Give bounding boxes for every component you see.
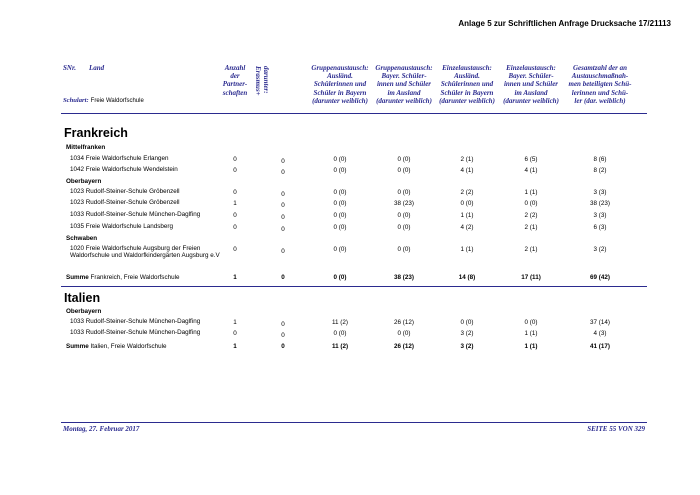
header-land: Land bbox=[89, 64, 105, 72]
cell-group-foreign: 11 (2) bbox=[332, 319, 348, 326]
sum-label-bold: Summe bbox=[66, 343, 89, 350]
school-name: 1042 Freie Waldorfschule Wendelstein bbox=[70, 166, 178, 173]
cell-group-foreign: 0 (0) bbox=[333, 156, 347, 163]
cell-total: 41 (17) bbox=[590, 343, 610, 350]
cell-group-bavarian: 38 (23) bbox=[394, 274, 414, 281]
cell-single-foreign: 14 (8) bbox=[458, 274, 476, 281]
cell-group-foreign: 0 (0) bbox=[333, 167, 347, 174]
header-group-foreign bbox=[306, 64, 374, 105]
cell-group-bavarian: 0 (0) bbox=[397, 330, 411, 337]
header-partner-line: Partner- bbox=[222, 80, 248, 89]
cell-total: 37 (14) bbox=[590, 319, 610, 326]
cell-total: 38 (23) bbox=[590, 200, 610, 207]
cell-partner: 0 bbox=[233, 224, 237, 231]
header-line: Ausländ. bbox=[327, 72, 353, 81]
header-line: (darunter weiblich) bbox=[312, 96, 368, 105]
school-name: 1034 Freie Waldorfschule Erlangen bbox=[70, 155, 169, 162]
cell-single-foreign: 4 (1) bbox=[460, 167, 474, 174]
header-line: Gesamtzahl der an bbox=[572, 64, 628, 72]
cell-single-foreign: 0 (0) bbox=[460, 319, 474, 326]
header-single-bavarian bbox=[497, 64, 565, 105]
cell-single-foreign: 3 (2) bbox=[460, 343, 474, 350]
cell-group-foreign: 0 (0) bbox=[333, 200, 347, 207]
cell-single-bavarian: 4 (1) bbox=[524, 167, 538, 174]
cell-single-bavarian: 1 (1) bbox=[524, 189, 538, 196]
schulart-value: Freie Waldorfschule bbox=[90, 98, 144, 104]
footer-page-number: SEITE 55 VON 329 bbox=[587, 425, 645, 433]
cell-erasmus: 0 bbox=[281, 343, 285, 350]
cell-group-foreign: 0 (0) bbox=[333, 274, 347, 281]
header-group-bavarian bbox=[370, 64, 438, 105]
header-line: Ausländ. bbox=[454, 72, 480, 81]
cell-partner: 1 bbox=[233, 200, 237, 207]
sum-label-bold: Summe bbox=[66, 274, 89, 281]
cell-erasmus: 0 bbox=[281, 321, 285, 328]
cell-single-bavarian: 0 (0) bbox=[524, 319, 538, 326]
school-name: 1023 Rudolf-Steiner-Schule Gröbenzell bbox=[70, 188, 180, 195]
footer-divider bbox=[61, 422, 647, 423]
cell-group-foreign: 0 (0) bbox=[333, 189, 347, 196]
cell-partner: 1 bbox=[233, 343, 237, 350]
cell-single-bavarian: 1 (1) bbox=[524, 343, 538, 350]
header-line: Gruppenaustausch: bbox=[375, 64, 433, 72]
region-heading: Schwaben bbox=[66, 235, 98, 242]
cell-single-bavarian: 0 (0) bbox=[524, 200, 538, 207]
cell-group-foreign: 0 (0) bbox=[333, 224, 347, 231]
header-line: im Ausland bbox=[514, 88, 548, 97]
header-line: Bayer. Schüler- bbox=[381, 72, 427, 81]
sum-label-text: Italien, Freie Waldorfschule bbox=[90, 343, 167, 350]
header-line: innen und Schüler bbox=[376, 80, 432, 89]
school-name: 1020 Freie Waldorfschule Augsburg der Freien Waldorfschule und Waldorfkindergärten Augsburg e.V bbox=[70, 245, 220, 260]
header-line: innen und Schüler bbox=[503, 80, 559, 89]
header-line: ler (dar. weiblich) bbox=[574, 96, 626, 105]
cell-group-foreign: 0 (0) bbox=[333, 330, 347, 337]
cell-total: 69 (42) bbox=[590, 274, 610, 281]
header-line: Einzelaustausch: bbox=[506, 64, 556, 72]
header-line: Einzelaustausch: bbox=[442, 64, 492, 72]
cell-partner: 0 bbox=[233, 212, 237, 219]
cell-group-bavarian: 0 (0) bbox=[397, 224, 411, 231]
cell-partner: 0 bbox=[233, 189, 237, 196]
cell-erasmus: 0 bbox=[281, 248, 285, 255]
cell-total: 3 (2) bbox=[593, 246, 607, 253]
cell-erasmus: 0 bbox=[281, 202, 285, 209]
country-heading: Italien bbox=[64, 291, 101, 305]
cell-single-foreign: 2 (2) bbox=[460, 189, 474, 196]
cell-total: 4 (3) bbox=[593, 330, 607, 337]
header-line: Schülerinnen und bbox=[313, 80, 367, 89]
header-line: Schüler in Bayern bbox=[440, 88, 494, 97]
header-line: Austauschmaßnah- bbox=[571, 72, 629, 81]
cell-partner: 1 bbox=[233, 274, 237, 281]
cell-single-bavarian: 1 (1) bbox=[524, 330, 538, 337]
cell-partner: 0 bbox=[233, 167, 237, 174]
cell-group-bavarian: 0 (0) bbox=[397, 246, 411, 253]
cell-group-bavarian: 38 (23) bbox=[394, 200, 414, 207]
cell-erasmus: 0 bbox=[281, 226, 285, 233]
header-line: Bayer. Schüler- bbox=[508, 72, 554, 81]
cell-partner: 0 bbox=[233, 156, 237, 163]
header-divider bbox=[61, 113, 647, 114]
cell-single-bavarian: 6 (5) bbox=[524, 156, 538, 163]
cell-group-foreign: 11 (2) bbox=[331, 343, 349, 350]
header-single-foreign bbox=[434, 64, 500, 105]
cell-single-bavarian: 2 (2) bbox=[524, 212, 538, 219]
cell-erasmus: 0 bbox=[281, 158, 285, 165]
country-heading: Frankreich bbox=[64, 126, 128, 140]
header-partner-line: der bbox=[230, 72, 240, 81]
header-line: (darunter weiblich) bbox=[503, 96, 559, 105]
cell-erasmus: 0 bbox=[281, 274, 285, 281]
header-schulart bbox=[63, 97, 144, 104]
cell-partner: 0 bbox=[233, 246, 237, 253]
cell-group-bavarian: 0 (0) bbox=[397, 212, 411, 219]
sum-label-text: Frankreich, Freie Waldorfschule bbox=[90, 274, 180, 281]
cell-erasmus: 0 bbox=[281, 191, 285, 198]
header-line: lerinnen und Schü- bbox=[571, 88, 629, 97]
header-partner-line: schaften bbox=[222, 88, 248, 97]
header-snr: SNr. bbox=[63, 64, 77, 72]
school-name: 1023 Rudolf-Steiner-Schule Gröbenzell bbox=[70, 199, 180, 206]
header-erasmus-line: Erasmus+ bbox=[254, 66, 262, 96]
header-line: men beteiligten Schü- bbox=[568, 80, 632, 89]
school-name: 1033 Rudolf-Steiner-Schule München-Daglfing bbox=[70, 211, 201, 218]
cell-group-bavarian: 0 (0) bbox=[397, 156, 411, 163]
cell-single-bavarian: 17 (11) bbox=[521, 274, 541, 281]
header-partner bbox=[215, 64, 255, 97]
section-divider bbox=[61, 286, 647, 287]
cell-group-bavarian: 0 (0) bbox=[397, 189, 411, 196]
cell-total: 3 (3) bbox=[593, 189, 607, 196]
header-line: Schüler in Bayern bbox=[313, 88, 367, 97]
cell-group-foreign: 0 (0) bbox=[333, 212, 347, 219]
cell-erasmus: 0 bbox=[281, 332, 285, 339]
school-name: 1033 Rudolf-Steiner-Schule München-Daglfing bbox=[70, 329, 201, 336]
header-line: (darunter weiblich) bbox=[439, 96, 495, 105]
region-heading: Oberbayern bbox=[66, 308, 102, 315]
cell-single-foreign: 0 (0) bbox=[460, 200, 474, 207]
header-line: Schülerinnen und bbox=[440, 80, 494, 89]
cell-single-foreign: 1 (1) bbox=[460, 212, 474, 219]
cell-erasmus: 0 bbox=[281, 169, 285, 176]
annex-title: Anlage 5 zur Schriftlichen Anfrage Drucksache 17/21113 bbox=[458, 19, 671, 28]
cell-group-foreign: 0 (0) bbox=[333, 246, 347, 253]
region-heading: Mittelfranken bbox=[66, 144, 106, 151]
header-line: (darunter weiblich) bbox=[376, 96, 432, 105]
cell-group-bavarian: 26 (12) bbox=[394, 343, 414, 350]
header-line: Gruppenaustausch: bbox=[311, 64, 369, 72]
cell-group-bavarian: 0 (0) bbox=[397, 167, 411, 174]
cell-total: 8 (2) bbox=[593, 167, 607, 174]
school-name: 1035 Freie Waldorfschule Landsberg bbox=[70, 223, 174, 230]
cell-single-foreign: 3 (2) bbox=[460, 330, 474, 337]
header-partner-line: Anzahl bbox=[224, 64, 246, 72]
cell-erasmus: 0 bbox=[281, 214, 285, 221]
footer-date: Montag, 27. Februar 2017 bbox=[63, 425, 140, 433]
schulart-label: Schulart: bbox=[63, 97, 89, 104]
cell-group-bavarian: 26 (12) bbox=[394, 319, 414, 326]
cell-total: 8 (6) bbox=[593, 156, 607, 163]
cell-single-foreign: 4 (2) bbox=[460, 224, 474, 231]
cell-total: 6 (3) bbox=[593, 224, 607, 231]
school-name: 1033 Rudolf-Steiner-Schule München-Daglfing bbox=[70, 318, 201, 325]
cell-single-bavarian: 2 (1) bbox=[524, 246, 538, 253]
header-line: im Ausland bbox=[387, 88, 421, 97]
cell-single-bavarian: 2 (1) bbox=[524, 224, 538, 231]
header-total bbox=[561, 64, 639, 105]
cell-partner: 1 bbox=[233, 319, 237, 326]
region-heading: Oberbayern bbox=[66, 178, 102, 185]
header-erasmus bbox=[256, 66, 298, 116]
cell-total: 3 (3) bbox=[593, 212, 607, 219]
cell-partner: 0 bbox=[233, 330, 237, 337]
header-erasmus-line: darunter: bbox=[262, 66, 270, 94]
cell-single-foreign: 1 (1) bbox=[460, 246, 474, 253]
cell-single-foreign: 2 (1) bbox=[460, 156, 474, 163]
